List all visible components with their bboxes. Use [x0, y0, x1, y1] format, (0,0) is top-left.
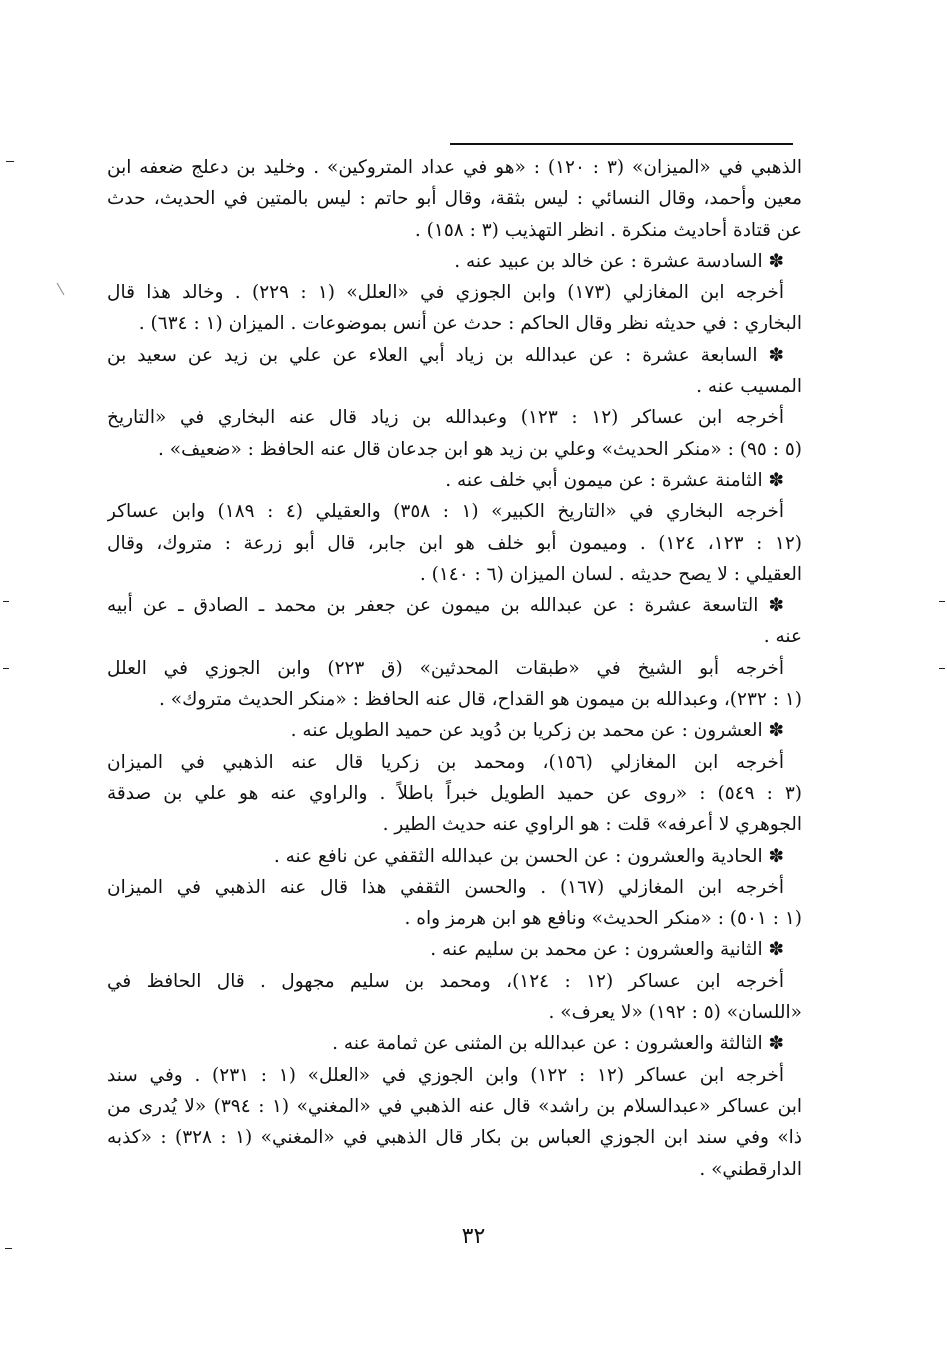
text-line: العقيلي : لا يصح حديثه . لسان الميزان (٦ : ١٤٠) .	[419, 563, 802, 585]
text-line: أخرجه ابن المغازلي (١٦٧) . والحسن الثقفي هذا قال عنه الذهبي في الميزان	[107, 876, 784, 898]
text-line: عن قتادة أحاديث منكرة . انظر التهذيب (٣ : ١٥٨) .	[414, 219, 802, 241]
text-line: الدارقطني» .	[699, 1158, 802, 1180]
text-line: (١ : ٢٣٢)، وعبدالله بن ميمون هو القداح، قال عنه الحافظ : «منكر الحديث متروك» .	[159, 689, 802, 711]
page-number: ٣٢	[461, 1224, 486, 1249]
section-heading-line: ✽ الثامنة عشرة : عن ميمون أبي خلف عنه .	[445, 469, 784, 491]
text-line: (٣ : ٥٤٩) : «روى عن حميد الطويل خبراً باطلاً . والراوي عنه هو علي بن صدقة	[107, 782, 802, 804]
text-line: أخرجه البخاري في «التاريخ الكبير» (١ : ٣٥٨) والعقيلي (٤ : ١٨٩) وابن عساكر	[107, 501, 785, 523]
text-line: أخرجه ابن عساكر (١٢ : ١٢٣) وعبدالله بن زياد قال عنه البخاري في «التاريخ	[107, 407, 784, 429]
text-line: (١ : ٥٠١) : «منكر الحديث» ونافع هو ابن هرمز واه .	[404, 908, 802, 930]
text-line: معين وأحمد، وقال النسائي : ليس بثقة، وقال أبو حاتم : ليس بالمتين في الحديث، حدث	[107, 188, 802, 210]
text-line: البخاري : في حديثه نظر وقال الحاكم : حدث عن أنس بموضوعات . الميزان (١ : ٦٣٤) .	[138, 313, 802, 335]
scan-margin-mark	[939, 601, 945, 602]
section-heading-line: ✽ الحادية والعشرون : عن الحسن بن عبدالله الثقفي عن نافع عنه .	[273, 845, 784, 867]
text-line: أخرجه أبو الشيخ في «طبقات المحدثين» (ق ٢٢٣) وابن الجوزي في العلل	[107, 657, 784, 679]
section-heading-line: ✽ التاسعة عشرة : عن عبدالله بن ميمون عن جعفر بن محمد ـ الصادق ـ عن أبيه	[107, 595, 784, 617]
scan-margin-mark	[5, 1248, 12, 1249]
footnote-text	[107, 152, 802, 1185]
text-line: عنه .	[763, 626, 802, 648]
section-heading-line: ✽ الثالثة والعشرون : عن عبدالله بن المثنى عن ثمامة عنه .	[332, 1033, 784, 1055]
scan-margin-mark	[939, 668, 945, 669]
section-heading-line: ✽ العشرون : عن محمد بن زكريا بن دُويد عن حميد الطويل عنه .	[290, 720, 784, 742]
footnote-separator-rule	[450, 143, 793, 145]
text-line: الجوهري لا أعرفه» قلت : هو الراوي عنه حديث الطير .	[382, 814, 802, 836]
text-line: ابن عساكر «عبدالسلام بن راشد» قال عنه الذهبي في «المغني» (١ : ٣٩٤) «لا يُدرى من	[107, 1095, 802, 1117]
scan-margin-mark	[6, 161, 14, 162]
text-line: أخرجه ابن عساكر (١٢ : ١٢٤)، ومحمد بن سليم مجهول . قال الحافظ في	[107, 970, 784, 992]
section-heading-line: ✽ السادسة عشرة : عن خالد بن عبيد عنه .	[454, 250, 784, 272]
scan-margin-mark	[3, 601, 9, 602]
text-line: أخرجه ابن عساكر (١٢ : ١٢٢) وابن الجوزي في «العلل» (١ : ٢٣١) . وفي سند	[107, 1064, 784, 1086]
section-heading-line: ✽ الثانية والعشرون : عن محمد بن سليم عنه .	[430, 939, 784, 961]
text-line: ذا» وفي سند ابن الجوزي العباس بن بكار قال الذهبي في «المغني» (١ : ٣٢٨) : «كذبه	[107, 1127, 802, 1149]
section-heading-line: ✽ السابعة عشرة : عن عبدالله بن زياد أبي العلاء عن علي بن زيد عن سعيد بن	[107, 344, 784, 366]
scan-margin-mark	[3, 668, 9, 669]
text-line: أخرجه ابن المغازلي (١٧٣) وابن الجوزي في «العلل» (١ : ٢٢٩) . وخالد هذا قال	[107, 282, 784, 304]
scan-margin-mark	[57, 283, 65, 296]
text-line: أخرجه ابن المغازلي (١٥٦)، ومحمد بن زكريا قال عنه الذهبي في الميزان	[107, 751, 784, 773]
text-line: الذهبي في «الميزان» (٣ : ١٢٠) : «هو في عداد المتروكين» . وخليد بن دعلج ضعفه ابن	[107, 157, 802, 178]
text-line: (٥ : ٩٥) : «منكر الحديث» وعلي بن زيد هو ابن جدعان قال عنه الحافظ : «ضعيف» .	[158, 438, 802, 460]
text-line: «اللسان» (٥ : ١٩٢) «لا يعرف» .	[548, 1002, 802, 1024]
text-line: المسيب عنه .	[696, 376, 802, 398]
text-line: (١٢ : ١٢٣، ١٢٤) . وميمون أبو خلف هو ابن جابر، قال أبو زرعة : متروك، وقال	[107, 532, 802, 554]
